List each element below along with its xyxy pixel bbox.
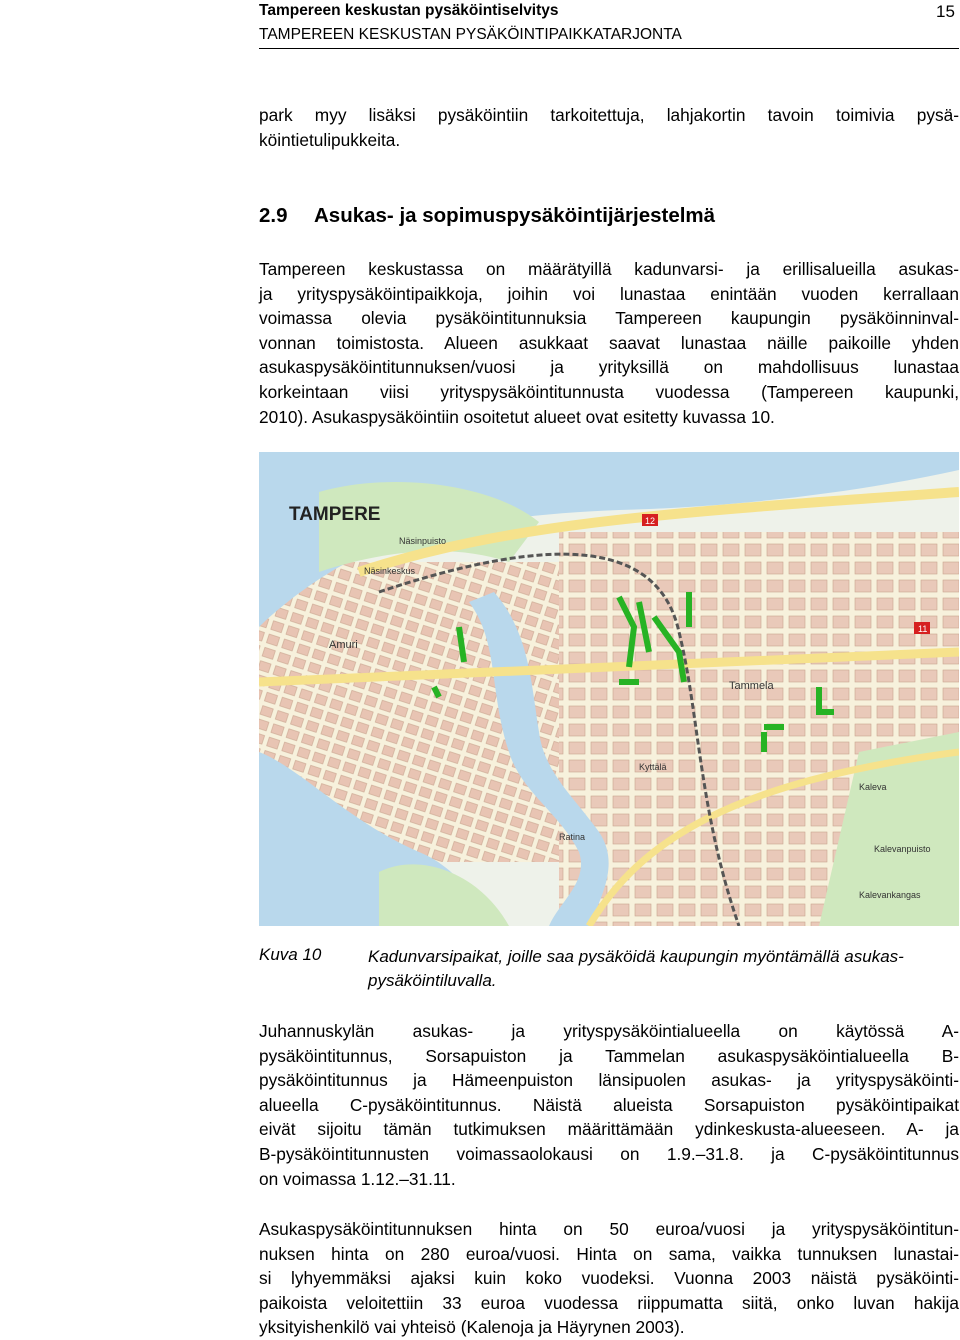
text-line: paikoista veloitettiin 33 euroa vuodessa riippumatta siitä, onko luvan hakija [259, 1292, 959, 1313]
map-place-label: Kalevankangas [859, 890, 921, 900]
map-graphic [259, 452, 959, 926]
text-line: yksityishenkilö vai yhteisö (Kalenoja ja Häyrynen 2003). [259, 1317, 685, 1338]
text-line: Juhannuskylän asukas- ja yrityspysäköintialueella on käytössä A- [259, 1021, 959, 1041]
text-line: si lyhyemmäksi ajaksi kuin koko vuodeksi. Vuonna 2003 näistä pysäköinti- [259, 1268, 959, 1289]
text-line: on voimassa 1.12.–31.11. [259, 1168, 456, 1189]
map-place-label: Kaleva [859, 782, 887, 792]
section-title: Asukas- ja sopimuspysäköintijärjestelmä [314, 204, 716, 227]
text-line: pysäköintitunnus ja Hämeenpuiston länsipuolen asukas- ja yrityspysäköinti- [259, 1070, 959, 1091]
page-number: 15 [936, 2, 955, 21]
text-line: B-pysäköintitunnusten voimassaolokausi on 1.9.–31.8. ja C-pysäköintitunnus [259, 1143, 959, 1164]
section-heading [259, 204, 715, 228]
map-place-label: Tammela [729, 680, 774, 692]
paragraph-3 [259, 1217, 959, 1340]
map-place-label: Näsinkeskus [364, 566, 416, 576]
map-place-label: Kyttälä [639, 762, 667, 772]
text-line: Tampereen keskustassa on määrätyillä kadunvarsi- ja erillisalueilla asukas- [259, 259, 959, 279]
text-line: park myy lisäksi pysäköintiin tarkoitettuja, lahjakortin tavoin toimivia pysä- [259, 105, 959, 125]
text-line: eivät sijoitu tämän tutkimuksen määrittämään ydinkeskusta-alueeseen. A- ja [259, 1119, 959, 1140]
caption-line: Kadunvarsipaikat, joille saa pysäköidä kaupungin myöntämällä asukas- [368, 947, 904, 966]
section-number: 2.9 [259, 204, 288, 227]
caption-label: Kuva 10 [259, 945, 322, 964]
document-title: Tampereen keskustan pysäköintiselvitys [259, 2, 559, 19]
road-number: 11 [918, 624, 928, 634]
intro-paragraph [259, 103, 959, 152]
text-line: nuksen hinta on 280 euroa/vuosi. Hinta on sama, vaikka tunnuksen lunastai- [259, 1243, 959, 1264]
text-line: ja yrityspysäköintipaikkoja, joihin voi lunastaa enintään vuoden kerrallaan [259, 283, 959, 304]
text-line: 2010). Asukaspysäköintiin osoitetut alueet ovat esitetty kuvassa 10. [259, 406, 775, 427]
chapter-title: TAMPEREEN KESKUSTAN PYSÄKÖINTIPAIKKATARJONTA [259, 26, 682, 43]
paragraph-1 [259, 257, 959, 429]
map-place-label: Kalevanpuisto [874, 844, 931, 854]
text-line: voimassa olevia pysäköintitunnuksia Tampereen kaupungin pysäköinninval- [259, 308, 959, 329]
map-place-label: Amuri [329, 639, 358, 651]
header-divider [259, 48, 959, 49]
map-place-label: Näsinpuisto [399, 536, 447, 546]
map-city-label: TAMPERE [289, 504, 381, 525]
paragraph-2 [259, 1019, 959, 1191]
text-line: asukaspysäköintitunnuksen/vuosi ja yrityksillä on mahdollisuus lunastaa [259, 357, 959, 378]
text-line: alueella C-pysäköintitunnus. Näistä alueista Sorsapuiston pysäköintipaikat [259, 1094, 959, 1115]
text-line: korkeintaan viisi yrityspysäköintitunnusta vuodessa (Tampereen kaupunki, [259, 381, 959, 402]
road-number: 12 [645, 516, 656, 526]
city-map [259, 452, 959, 926]
caption-line: pysäköintiluvalla. [368, 971, 497, 990]
map-place-label: Ratina [559, 832, 586, 842]
text-line: pysäköintitunnus, Sorsapuiston ja Tammelan asukaspysäköintialueella B- [259, 1045, 959, 1066]
text-line: vonnan toimistosta. Alueen asukkaat saavat lunastaa näille paikoille yhden [259, 332, 959, 353]
figure-caption [368, 945, 958, 993]
text-line: Asukaspysäköintitunnuksen hinta on 50 euroa/vuosi ja yrityspysäköintitun- [259, 1219, 959, 1239]
text-line: köintietulipukkeita. [259, 129, 401, 150]
